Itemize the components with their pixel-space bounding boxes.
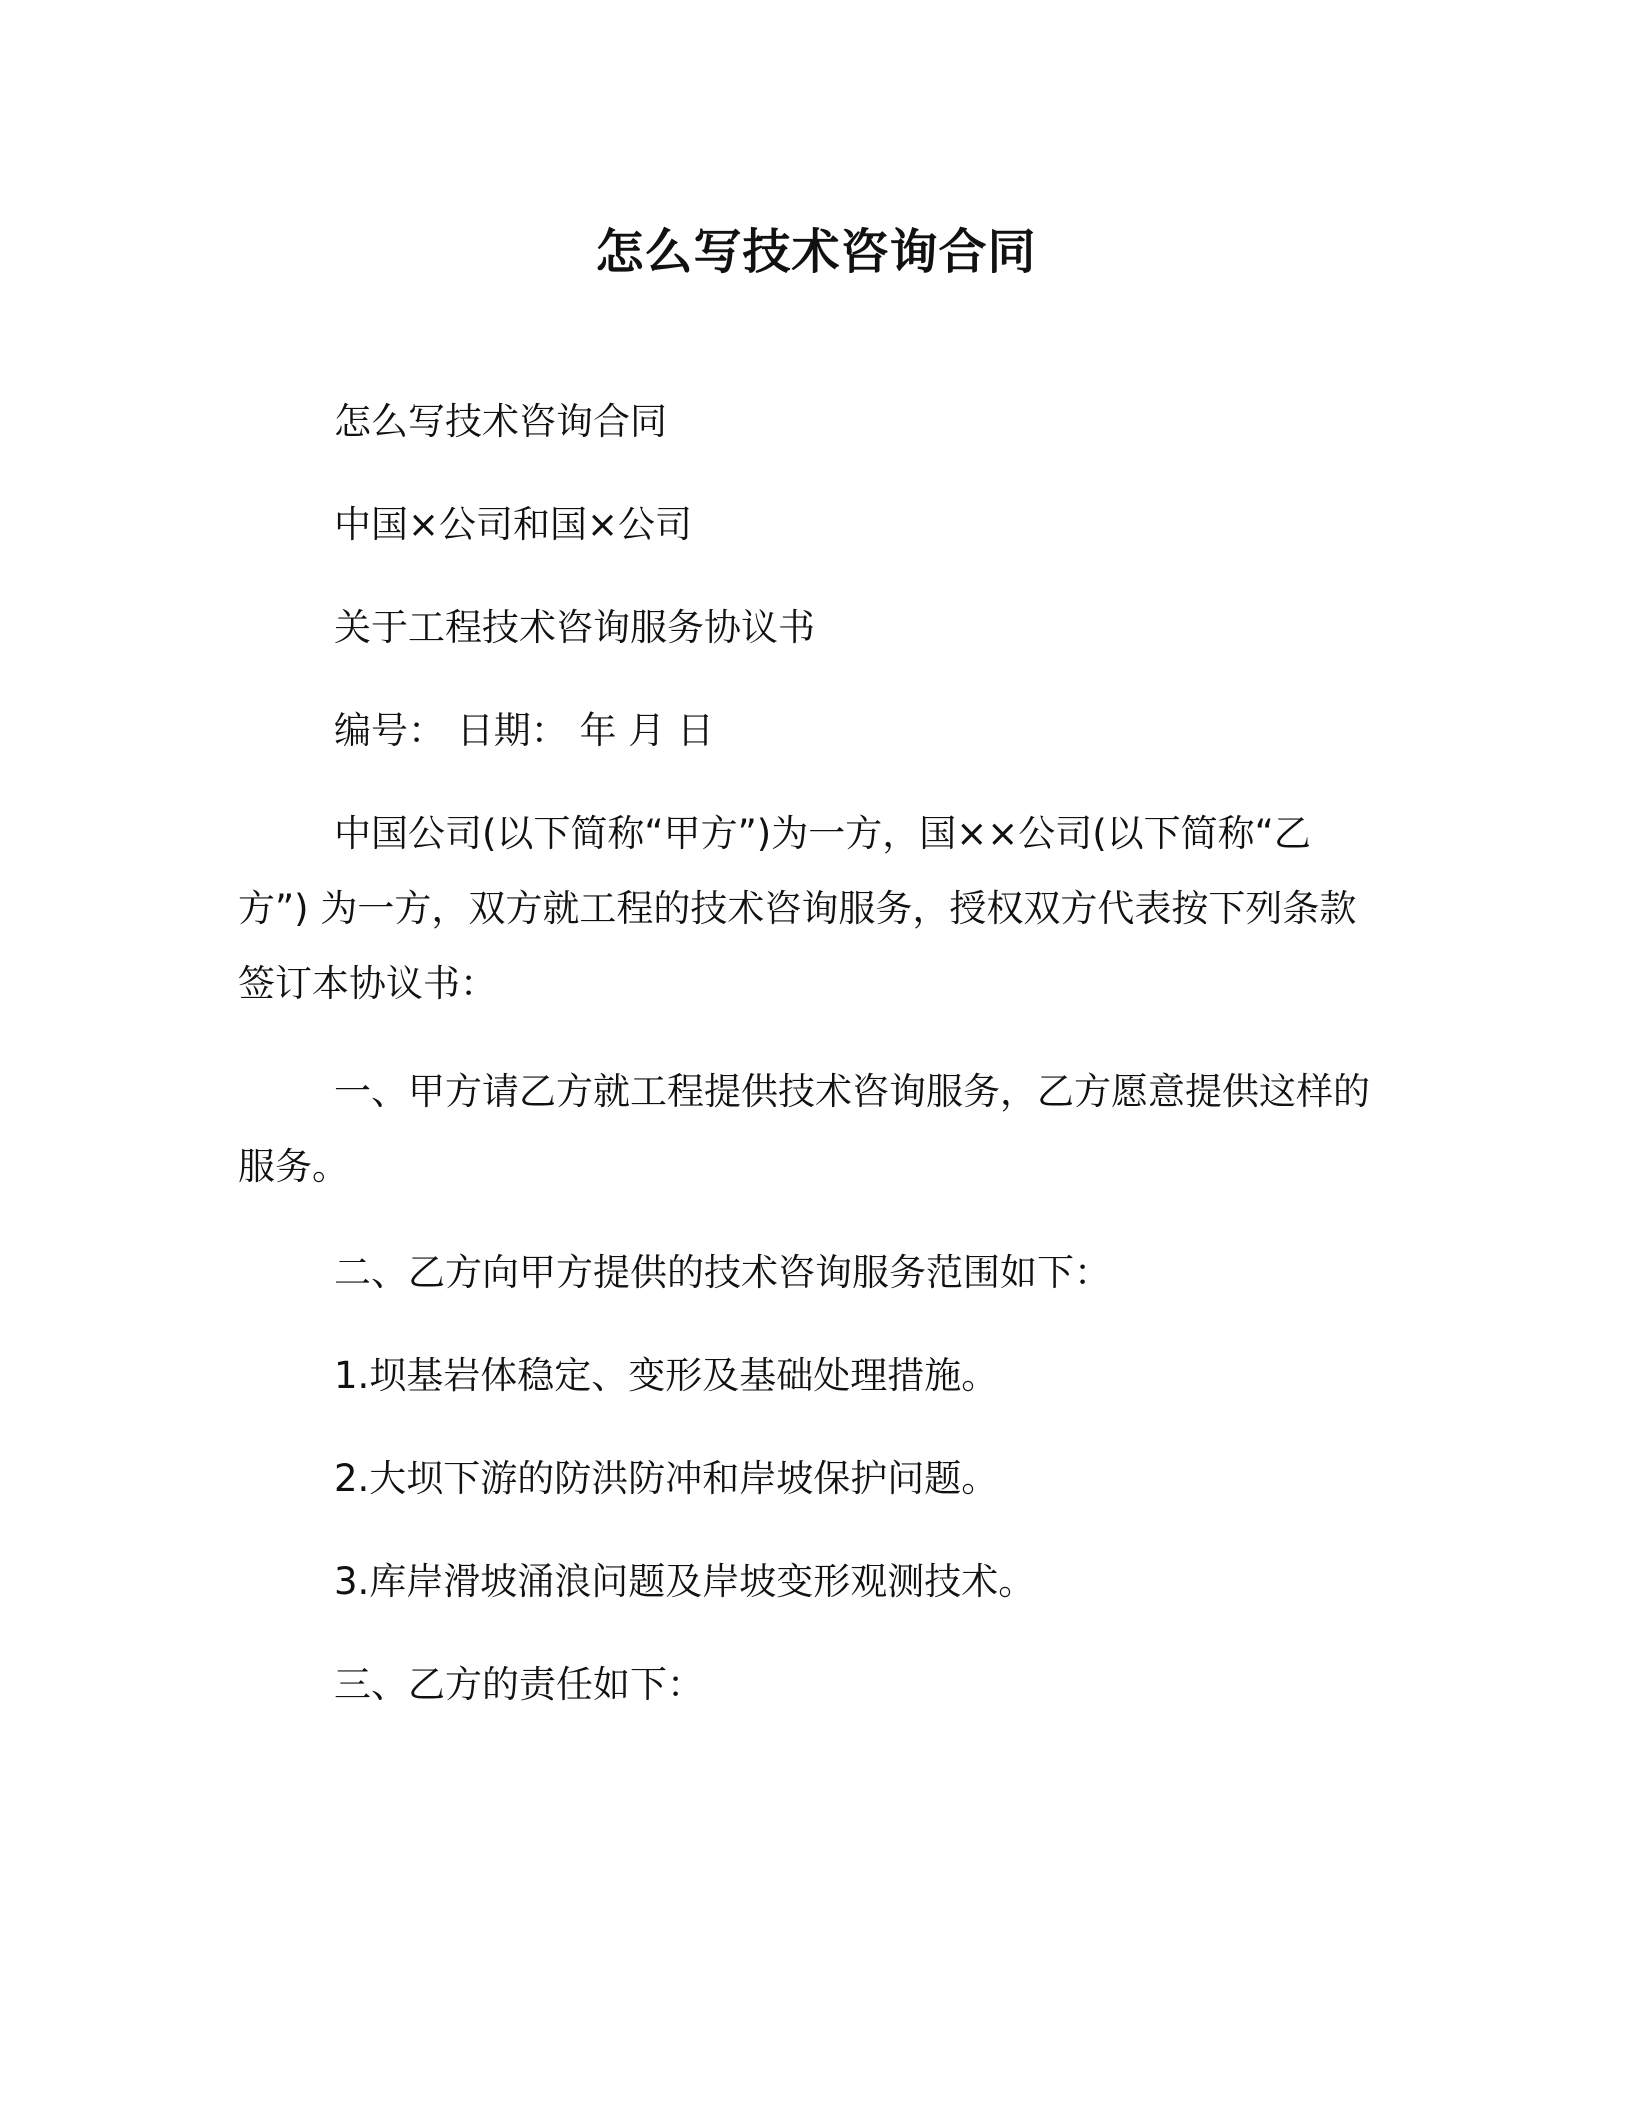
paragraph-item-1: [238, 1338, 1378, 1413]
paragraph-line: 中国×公司和国×公司: [334, 503, 693, 546]
paragraph-line: 2.大坝下游的防洪防冲和岸坡保护问题。: [334, 1457, 999, 1500]
paragraph-line: 关于工程技术咨询服务协议书: [334, 606, 815, 649]
paragraph-parties: [238, 487, 1378, 562]
document-title: 怎么写技术咨询合同: [595, 224, 1037, 280]
paragraph-line: 一、甲方请乙方就工程提供技术咨询服务，乙方愿意提供这样的: [334, 1070, 1370, 1113]
paragraph-clause-3: [238, 1647, 1378, 1722]
paragraph-line: 三、乙方的责任如下：: [334, 1663, 704, 1706]
paragraph-number-date: [238, 693, 1378, 768]
paragraph-line: 1.坝基岩体稳定、变形及基础处理措施。: [334, 1354, 999, 1397]
paragraph-clause-2: [238, 1235, 1378, 1310]
paragraph-line: 二、乙方向甲方提供的技术咨询服务范围如下：: [334, 1251, 1111, 1294]
paragraph-agreement-name: [238, 590, 1378, 665]
paragraph-subtitle: [238, 384, 1378, 459]
paragraph-clause-1: [238, 1054, 1378, 1204]
paragraph-line: 编号： 日期： 年 月 日: [334, 709, 715, 752]
paragraph-item-2: [238, 1441, 1378, 1516]
paragraph-line: 3.库岸滑坡涌浪问题及岸坡变形观测技术。: [334, 1560, 1036, 1603]
paragraph-preamble: [238, 796, 1378, 1021]
paragraph-line: 怎么写技术咨询合同: [334, 400, 667, 443]
paragraph-line: 服务。: [238, 1145, 349, 1188]
paragraph-line: 签订本协议书：: [238, 962, 497, 1005]
paragraph-line: 中国公司(以下简称“甲方”)为一方，国××公司(以下简称“乙: [334, 812, 1311, 855]
paragraph-item-3: [238, 1544, 1378, 1619]
paragraph-line: 方”) 为一方，双方就工程的技术咨询服务，授权双方代表按下列条款: [238, 887, 1357, 930]
